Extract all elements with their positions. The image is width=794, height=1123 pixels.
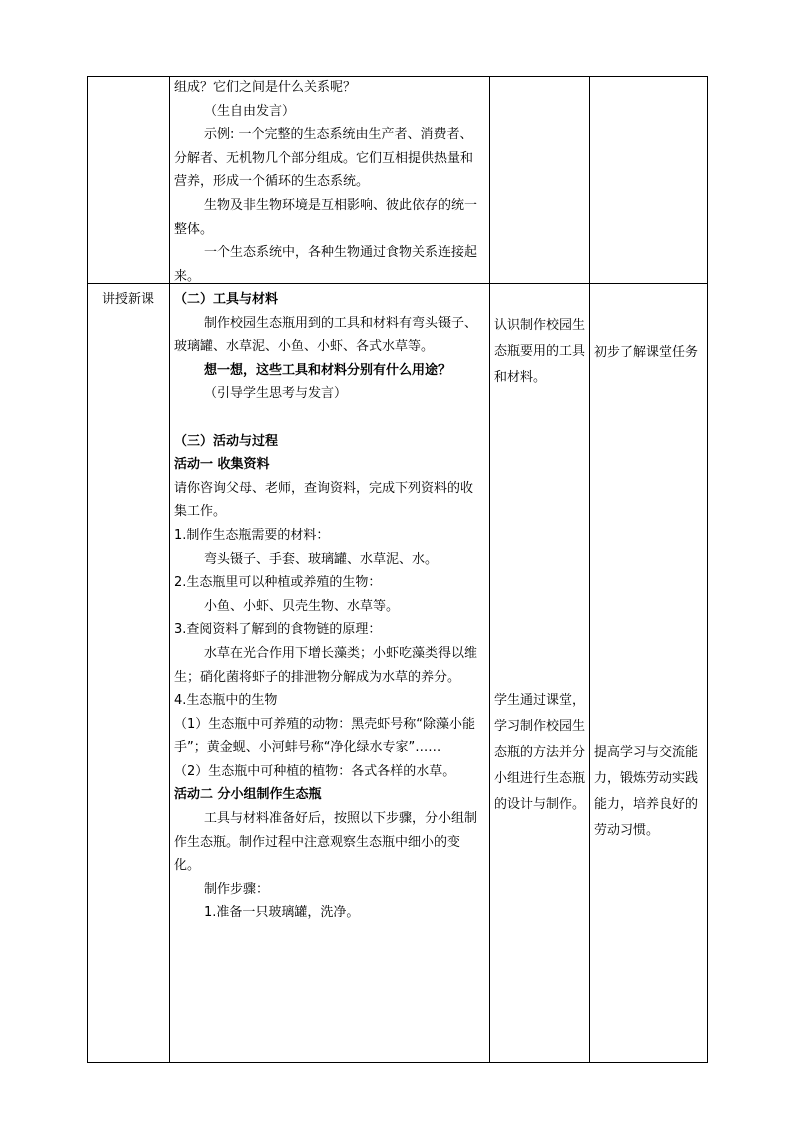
table-divider-col1 xyxy=(169,76,170,1063)
content-paragraph: 弯头镊子、手套、玻璃罐、水草泥、水。 xyxy=(204,551,439,567)
design-intent-a: 初步了解课堂任务 xyxy=(594,345,699,360)
content-paragraph: 一个生态系统中，各种生物通过食物关系连接起来。 xyxy=(174,245,478,284)
content-paragraph: （2）生态瓶中可种植的植物：各式各样的水草。 xyxy=(174,763,456,779)
table-divider-col2 xyxy=(489,76,490,1063)
content-paragraph: 制作步骤： xyxy=(204,881,270,897)
content-paragraph: （生自由发言） xyxy=(204,103,296,119)
content-paragraph: （引导学生思考与发言） xyxy=(204,386,348,402)
content-paragraph: 示例: 一个完整的生态系统由生产者、消费者、分解者、无机物几个部分组成。它们互相提供热量和营养，形成一个循环的生态系统。 xyxy=(174,127,474,190)
table-divider-col3 xyxy=(589,76,590,1063)
content-paragraph: 活动二 分小组制作生态瓶 xyxy=(174,787,322,803)
student-activity-a: 认识制作校园生态瓶要用的工具和材料。 xyxy=(494,318,586,385)
content-paragraph: 制作校园生态瓶用到的工具和材料有弯头镊子、玻璃罐、水草泥、小鱼、小虾、各式水草等。 xyxy=(174,315,478,355)
content-paragraph: 工具与材料准备好后，按照以下步骤，分小组制作生态瓶。制作过程中注意观察生态瓶中细小的变化。 xyxy=(174,811,478,874)
content-paragraph xyxy=(174,406,484,430)
content-paragraph: 请你咨询父母、老师，查询资料，完成下列资料的收集工作。 xyxy=(174,480,474,520)
content-paragraph: 组成？它们之间是什么关系呢？ xyxy=(174,80,357,95)
table-border-left xyxy=(87,76,88,1063)
content-paragraph: 3.查阅资料了解到的食物链的原理： xyxy=(174,622,382,638)
content-paragraph: （1）生态瓶中可养殖的动物：黑壳虾号称“除藻小能手”；黄金蚬、小河蚌号称“净化绿水专家”…… xyxy=(174,716,476,756)
table-border-bottom xyxy=(87,1062,708,1063)
content-paragraph: 想一想，这些工具和材料分别有什么用途？ xyxy=(204,362,452,378)
content-paragraph: 小鱼、小虾、贝壳生物、水草等。 xyxy=(204,598,400,614)
row2-content-cell xyxy=(174,288,484,925)
table-border-right xyxy=(707,76,708,1063)
content-paragraph: （三）活动与过程 xyxy=(174,433,279,449)
content-paragraph: 活动一 收集资料 xyxy=(174,457,270,473)
content-paragraph: 水草在光合作用下增长藻类；小虾吃藻类得以维生；硝化菌将虾子的排泄物分解成为水草的养分。 xyxy=(174,645,478,685)
content-paragraph: 4.生态瓶中的生物 xyxy=(174,693,278,709)
content-paragraph: （二）工具与材料 xyxy=(174,292,279,307)
row1-content-cell xyxy=(174,76,484,288)
content-paragraph: 1.准备一只玻璃罐，洗净。 xyxy=(204,905,360,921)
design-intent-b: 提高学习与交流能力，锻炼劳动实践能力，培养良好的劳动习惯。 xyxy=(594,745,699,838)
content-paragraph: 生物及非生物环境是互相影响、彼此依存的统一整体。 xyxy=(174,197,478,237)
content-paragraph: 2.生态瓶里可以种植或养殖的生物： xyxy=(174,575,382,591)
content-paragraph: 1.制作生态瓶需要的材料： xyxy=(174,527,330,543)
student-activity-b: 学生通过课堂，学习制作校园生态瓶的方法并分小组进行生态瓶的设计与制作。 xyxy=(494,693,586,812)
stage-label: 讲授新课 xyxy=(101,292,154,307)
